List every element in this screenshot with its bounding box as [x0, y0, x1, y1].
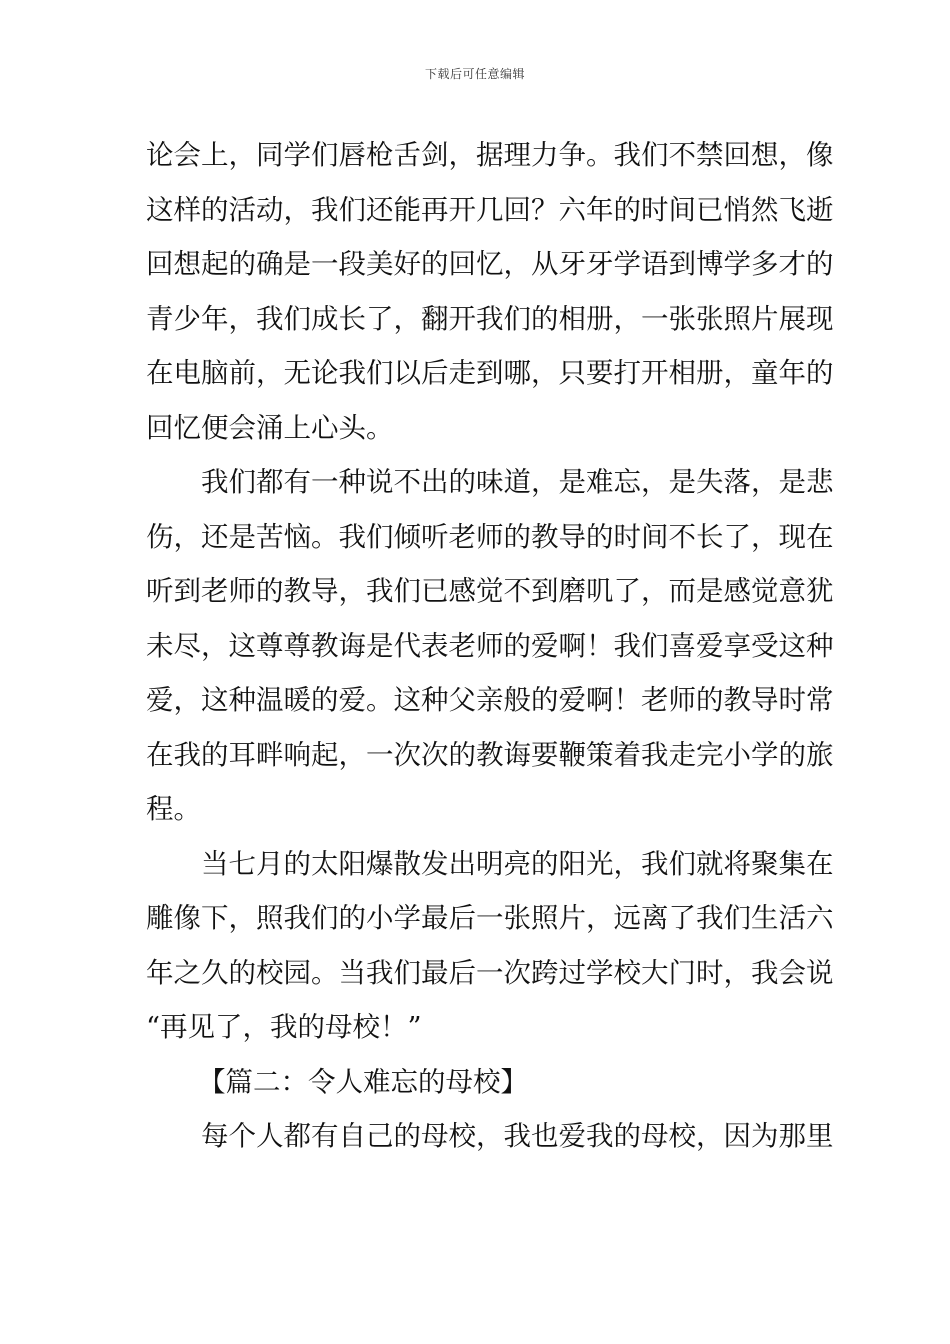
- text-line: 听到老师的教导，我们已感觉不到磨叽了，而是感觉意犹: [146, 575, 834, 607]
- page-header: 下载后可任意编辑: [424, 67, 525, 81]
- text-line: 伤，还是苦恼。我们倾听老师的教导的时间不长了，现在: [146, 520, 834, 553]
- text-line: 在我的耳畔响起，一次次的教诲要鞭策着我走完小学的旅: [146, 738, 834, 771]
- section-heading: 【篇二：令人难忘的母校】: [198, 1065, 528, 1098]
- text-line: 在电脑前，无论我们以后走到哪，只要打开相册，童年的: [146, 357, 834, 389]
- text-line: 青少年，我们成长了，翻开我们的相册，一张张照片展现: [146, 302, 834, 335]
- text-line: “再见了，我的母校！”: [146, 1011, 422, 1043]
- text-line: 爱，这种温暖的爱。这种父亲般的爱啊！老师的教导时常: [146, 684, 834, 716]
- text-line: 雕像下，照我们的小学最后一张照片，远离了我们生活六: [146, 902, 834, 934]
- text-line: 未尽，这尊尊教诲是代表老师的爱啊！我们喜爱享受这种: [146, 629, 834, 662]
- text-line: 回忆便会涌上心头。: [146, 411, 394, 444]
- document-body: [146, 128, 834, 1164]
- text-line: 这样的活动，我们还能再开几回？六年的时间已悄然飞逝: [146, 193, 834, 226]
- text-line: 年之久的校园。当我们最后一次跨过学校大门时，我会说: [146, 956, 834, 989]
- text-line: 回想起的确是一段美好的回忆，从牙牙学语到博学多才的: [146, 248, 834, 280]
- text-line: 当七月的太阳爆散发出明亮的阳光，我们就将聚集在: [201, 847, 834, 880]
- text-line: 每个人都有自己的母校，我也爱我的母校，因为那里: [201, 1120, 834, 1152]
- text-line: 我们都有一种说不出的味道，是难忘，是失落，是悲: [201, 466, 834, 498]
- text-line: 程。: [146, 793, 201, 825]
- text-line: 论会上，同学们唇枪舌剑，据理力争。我们不禁回想，像: [146, 139, 834, 171]
